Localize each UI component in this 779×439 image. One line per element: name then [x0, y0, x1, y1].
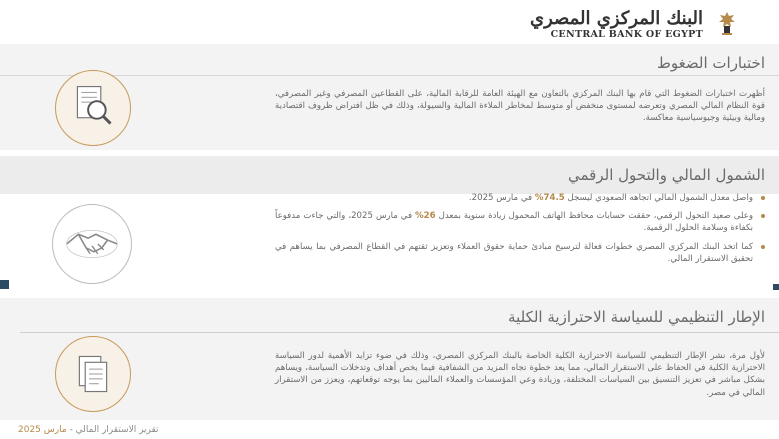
- section-title: اختبارات الضغوط: [657, 53, 765, 72]
- list-item: [275, 192, 765, 204]
- logo-english-text: CENTRAL BANK OF EGYPT: [550, 29, 703, 40]
- bullet-text: وعلى صعيد التحول الرقمي، حققت حسابات محافظ الهاتف المحمول زيادة سنوية بمعدل: [435, 211, 753, 222]
- bullet-text: في مارس 2025، والتي جاءت مدفوعاً بكفاءة وسلامة الحلول الرقمية.: [275, 211, 753, 234]
- bullet-text: في مارس 2025.: [468, 193, 535, 203]
- cbe-logo: [509, 8, 739, 40]
- section-paragraph: لأول مرة، نشر الإطار التنظيمي للسياسة الاحترازية الكلية الخاصة بالبنك المركزي المصري، وذلك في ضوء تزايد الأهمية لدور السياسة الاحترازية الكلية في الحفاظ على الاستقرار المالي، مما يعد خطوة تجاه المزيد من الشفافية فيما يخص أهداف وتدخلات السياسة، ويساهم بشكل مباشر في تعزيز التنسيق بين السياسات المختلفة، وزيادة وعي المؤسسات والعملاء الماليين بما يوجه توقعاتهم، ويعزز من الاستقرار المالي في مصر.: [275, 351, 765, 398]
- footer-separator: -: [66, 425, 76, 435]
- handshake-icon: [52, 204, 132, 284]
- footer: [18, 425, 159, 435]
- highlight-value: 26%: [415, 211, 436, 222]
- highlight-value: 74.5%: [534, 193, 565, 203]
- section-title: الشمول المالي والتحول الرقمي: [568, 166, 765, 184]
- header: [0, 0, 779, 44]
- section-title: الإطار التنظيمي للسياسة الاحترازية الكلية: [508, 308, 765, 326]
- section-financial-inclusion: [0, 150, 779, 280]
- footer-report-name: تقرير الاستقرار المالي: [75, 425, 159, 435]
- bullet-text: واصل معدل الشمول المالي اتجاهه الصعودي ليسجل: [564, 193, 753, 203]
- section-title-bar: [0, 156, 779, 194]
- list-item: [275, 210, 765, 234]
- bullet-text: كما اتخذ البنك المركزي المصري خطوات فعالة لترسيخ مبادئ حماية حقوق العملاء وتعزيز ثقتهم في القطاع المصرفي بما يساهم في تحقيق الاستقرار المالي.: [275, 241, 753, 264]
- navy-side-marker-right: [773, 284, 779, 290]
- section-macroprudential: [0, 298, 779, 420]
- logo-arabic-text: البنك المركزي المصري: [530, 8, 703, 29]
- section-title-bar: [0, 304, 779, 330]
- footer-date: مارس 2025: [18, 425, 67, 435]
- section-paragraph: أظهرت اختبارات الضغوط التي قام بها البنك المركزي بالتعاون مع الهيئة العامة للرقابة المالية، على القطاعين المصرفي وغير المصرفي، قوة النظام المالي المصري وتعرضه لمستوى منخفض أو متوسط لمخاطر الملاءة المالية والسيولة، وذلك في ظل افتراض ظروف اقتصادية ومالية وبيئية وجيوسياسية معاكسة.: [275, 89, 765, 124]
- magnifier-documents-icon: [55, 70, 131, 146]
- section-stress-tests: [0, 44, 779, 150]
- documents-icon: [55, 336, 131, 412]
- section-divider: [20, 332, 779, 333]
- eagle-emblem-icon: [715, 10, 739, 38]
- navy-side-marker: [0, 280, 9, 289]
- list-item: [275, 241, 765, 265]
- inclusion-bullet-list: [275, 192, 765, 271]
